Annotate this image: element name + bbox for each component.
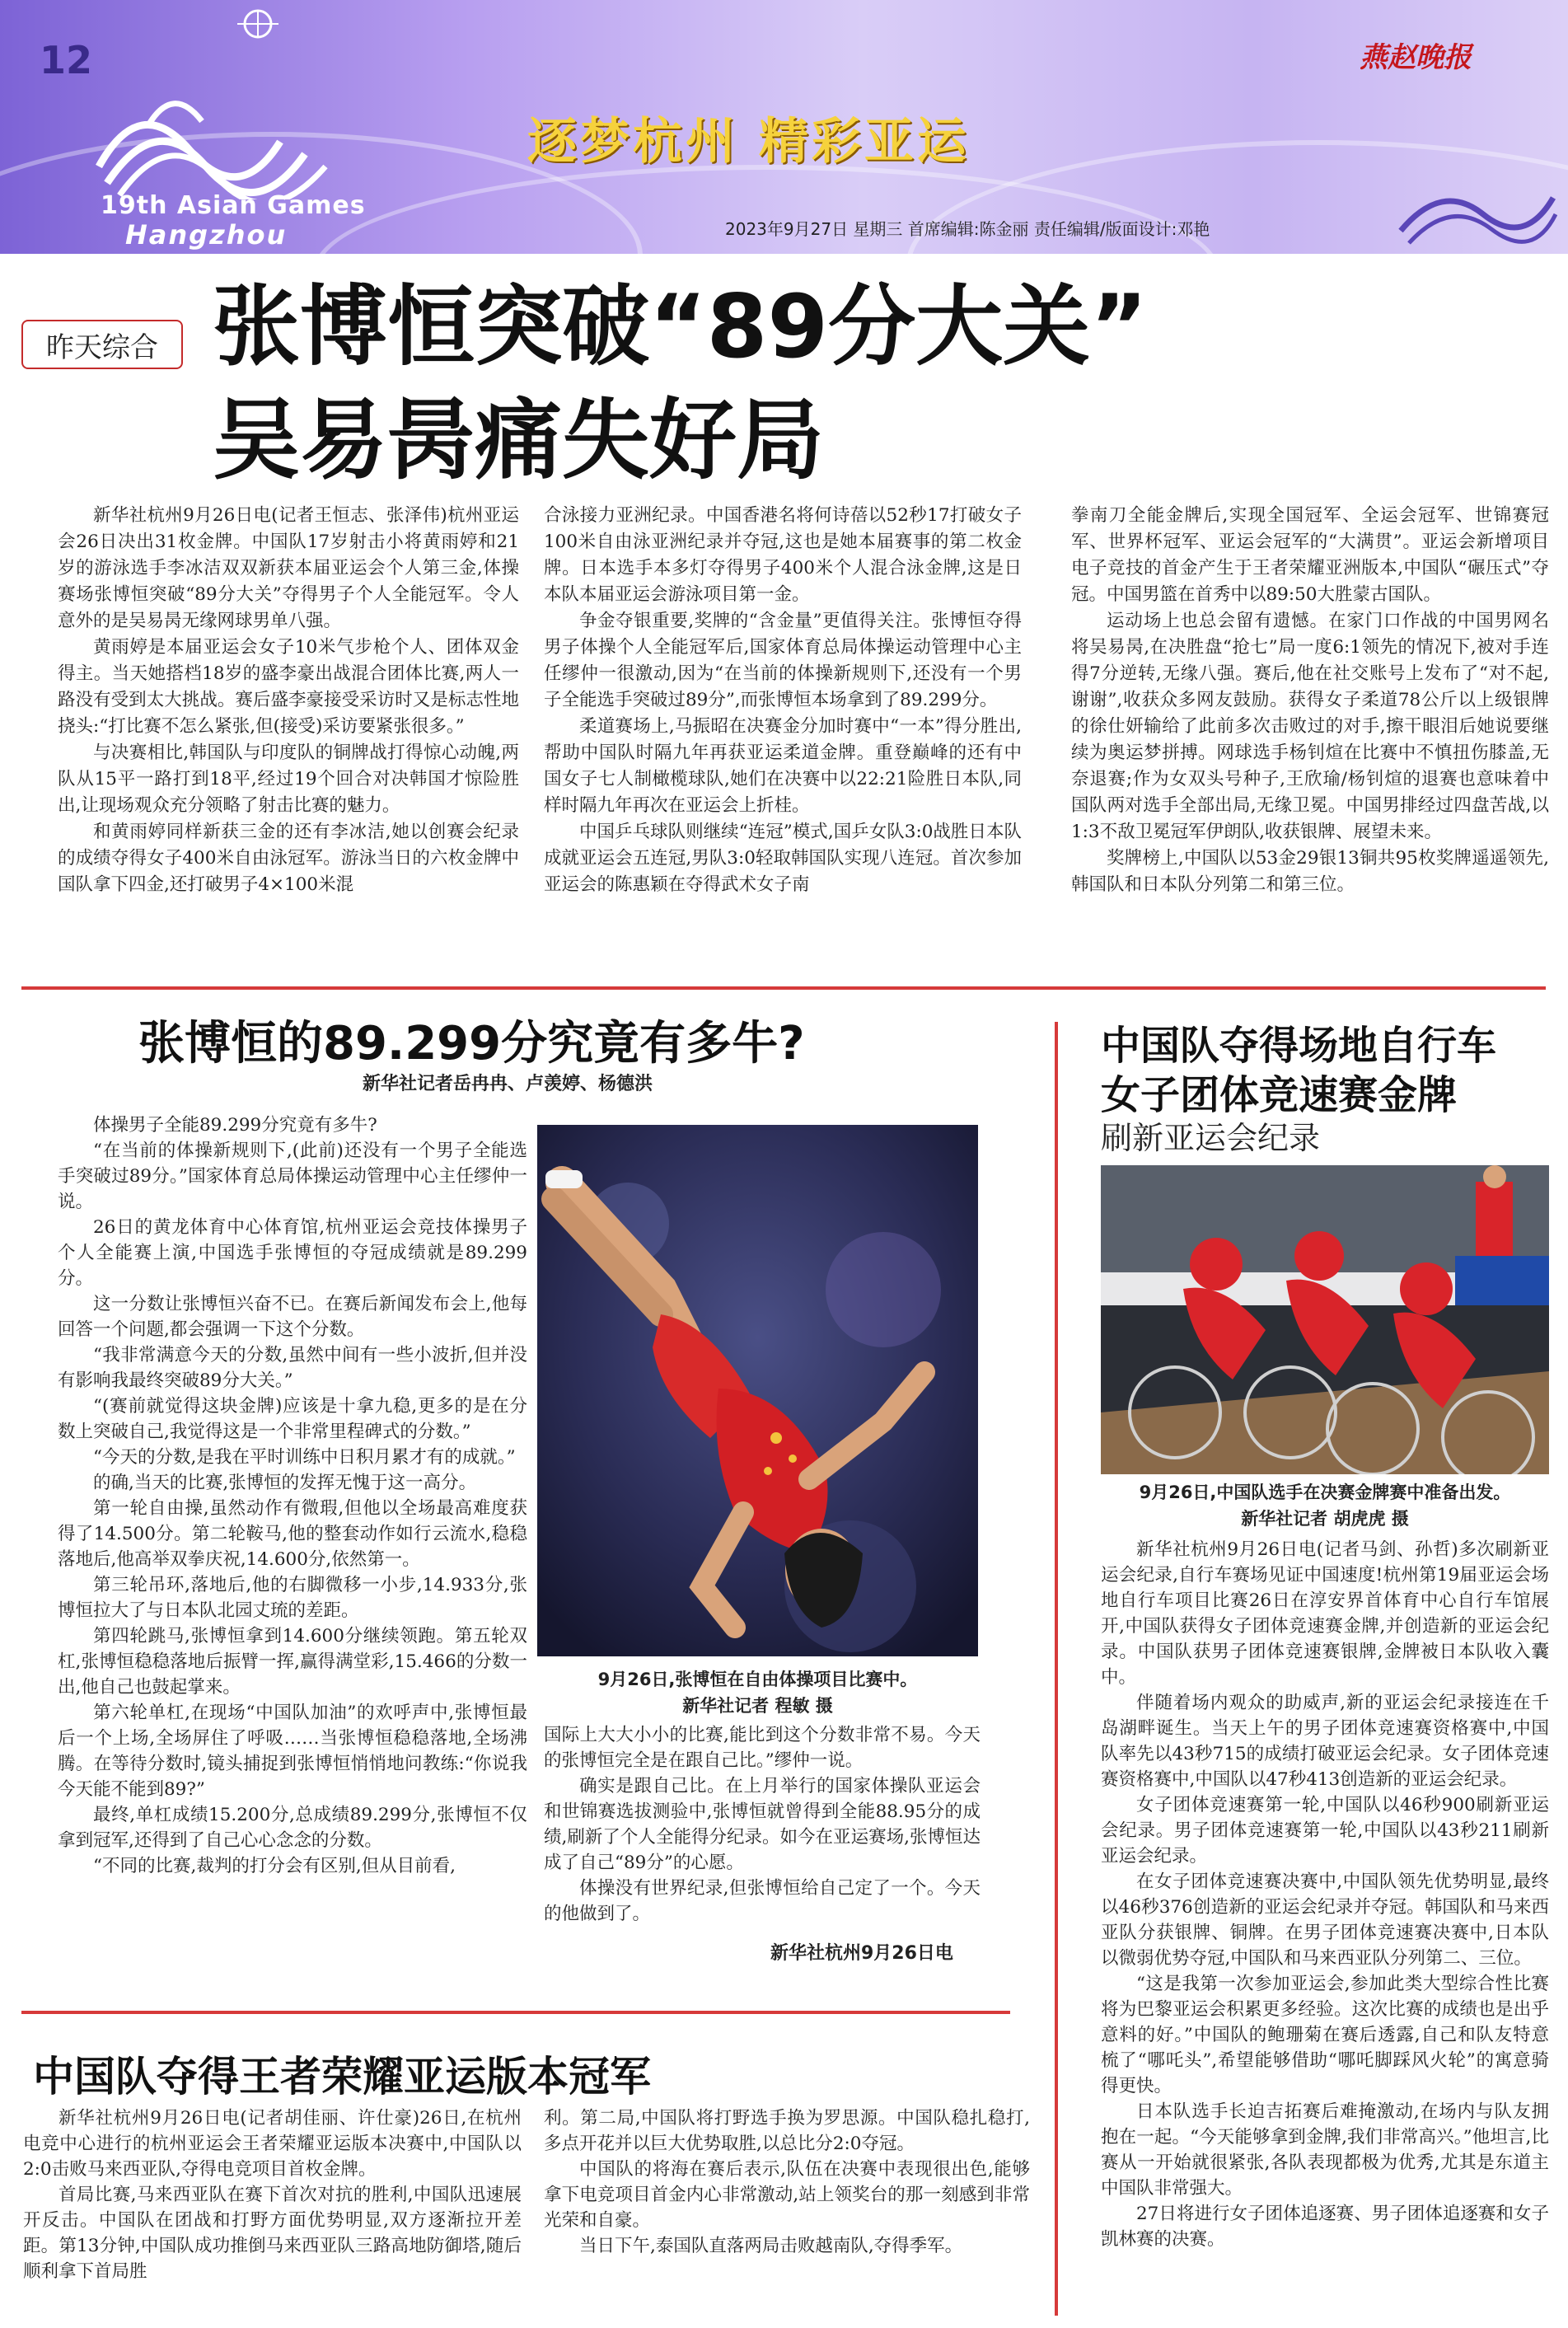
paragraph: 拳南刀全能金牌后,实现全国冠军、全运会冠军、世锦赛冠军、世界杯冠军、亚运会冠军的“大满贯”。亚运会新增项目电子竞技的首金产生于王者荣耀亚洲版本,中国队“碾压式”夺冠。中国男篮在首秀中以89:50大胜蒙古国队。 (1071, 505, 1549, 605)
paragraph: “在当前的体操新规则下,(此前)还没有一个男子全能选手突破过89分。”国家体育总局体操运动管理中心主任缪仲一说。 (58, 1141, 527, 1212)
publication-info: 2023年9月27日 星期三 首席编辑:陈金丽 责任编辑/版面设计:邓艳 (725, 219, 1210, 239)
cycling-title-line1: 中国队夺得场地自行车 (1101, 1023, 1497, 1069)
paragraph: 中国队的将海在赛后表示,队伍在决赛中表现很出色,能够拿下电竞项目首金内心非常激动,站上领奖台的那一刻感到非常光荣和自豪。 (544, 2159, 1030, 2231)
lead-column-1 (58, 503, 519, 898)
cycling-body (1101, 1537, 1549, 2252)
paragraph: 27日将进行女子团体追逐赛、男子团体追逐赛和女子凯林赛的决赛。 (1101, 2204, 1549, 2250)
paragraph: 国际上大大小小的比赛,能比到这个分数非常不易。今天的张博恒完全是在跟自己比。”缪仲一说。 (544, 1725, 981, 1771)
paragraph: 新华社杭州9月26日电(记者王恒志、张泽伟)杭州亚运会26日决出31枚金牌。中国队17岁射击小将黄雨婷和21岁的游泳选手李冰洁双双新获本届亚运会个人第三金,体操赛场张博恒突破“89分大关”夺得男子个人全能冠军。令人意外的是吴易昺无缘网球男单八强。 (58, 505, 519, 631)
caption-line2: 新华社记者 程敏 摄 (682, 1696, 833, 1716)
paragraph: “这是我第一次参加亚运会,参加此类大型综合性比赛将为巴黎亚运会积累更多经验。这次比赛的成绩也是出乎意料的好。”中国队的鲍珊菊在赛后透露,自己和队友特意梳了“哪吒头”,希望能够借助“哪吒脚踩风火轮”的寓意骑得更快。 (1101, 1974, 1549, 2096)
paragraph: 合泳接力亚洲纪录。中国香港名将何诗蓓以52秒17打破女子100米自由泳亚洲纪录并夺冠,这也是她本届赛事的第二枚金牌。日本选手本多灯夺得男子400米个人混合泳金牌,这是日本队本届亚运会游泳项目第一金。 (544, 505, 1022, 605)
cycling-title-line2: 女子团体竞速赛金牌 (1101, 1072, 1458, 1118)
paragraph: “不同的比赛,裁判的打分会有区别,但从目前看, (93, 1856, 456, 1876)
page-number: 12 (40, 38, 93, 82)
paragraph: 确实是跟自己比。在上月举行的国家体操队亚运会和世锦赛选拔测验中,张博恒就曾得到全能88.95分的成绩,刷新了个人全能得分纪录。如今在亚运赛场,张博恒达成了自己“89分”的心愿。 (544, 1776, 981, 1873)
paragraph: “(赛前就觉得这块金牌)应该是十拿九稳,更多的是在分数上突破自己,我觉得这是一个非常里程碑式的分数。” (58, 1396, 527, 1442)
paragraph: 第四轮跳马,张博恒拿到14.600分继续领跑。第五轮双杠,张博恒稳稳落地后振臂一挥,赢得满堂彩,15.466的分数一出,他自己也鼓起掌来。 (58, 1626, 527, 1698)
paragraph: 奖牌榜上,中国队以53金29银13铜共95枚奖牌遥遥领先,韩国队和日本队分列第二和第三位。 (1071, 848, 1549, 895)
paragraph: 新华社杭州9月26日电(记者马剑、孙哲)多次刷新亚运会纪录,自行车赛场见证中国速度!杭州第19届亚运会场地自行车项目比赛26日在淳安界首体育中心自行车馆展开,中国队获得女子团体竞速赛金牌,并创造新的亚运会纪录。中国队获男子团体竞速赛银牌,金牌被日本队收入囊中。 (1101, 1539, 1549, 1688)
paragraph: 伴随着场内观众的助威声,新的亚运会纪录接连在千岛湖畔诞生。当天上午的男子团体竞速赛资格赛中,中国队率先以43秒715的成绩打破亚运会纪录。女子团体竞速赛资格赛中,中国队以47秒413创造新的亚运会纪录。 (1101, 1693, 1549, 1790)
lead-column-3 (1071, 503, 1549, 898)
gym-column-2 (544, 1722, 981, 1927)
paragraph: 26日的黄龙体育中心体育馆,杭州亚运会竞技体操男子个人全能赛上演,中国选手张博恒的夺冠成绩就是89.299分。 (58, 1217, 527, 1289)
paragraph: 中国乒乓球队则继续“连冠”模式,国乒女队3:0战胜日本队成就亚运会五连冠,男队3:0轻取韩国队实现八连冠。首次参加亚运会的陈惠颖在夺得武术女子南 (544, 822, 1022, 895)
lead-headline (213, 270, 1148, 498)
asian-games-emblem-icon (226, 8, 290, 40)
cyclists-illustration (1101, 1165, 1549, 1474)
paragraph: 在女子团体竞速赛决赛中,中国队领先优势明显,最终以46秒376创造新的亚运会纪录并夺冠。韩国队和马来西亚队分获银牌、铜牌。在男子团体竞速赛决赛中,日本队以微弱优势夺冠,中国队和马来西亚队分列第二、三位。 (1101, 1871, 1549, 1969)
esports-title: 中国队夺得王者荣耀亚运版本冠军 (33, 2053, 651, 2101)
gym-column-1 (58, 1112, 527, 1879)
paragraph: 新华社杭州9月26日电(记者胡佳丽、许仕豪)26日,在杭州电竞中心进行的杭州亚运会王者荣耀亚运版本决赛中,中国队以2:0击败马来西亚队,夺得电竞项目首枚金牌。 (23, 2108, 522, 2180)
column-divider (1055, 1022, 1058, 2316)
section-tag: 昨天综合 (21, 320, 183, 369)
paragraph: 体操没有世界纪录,但张博恒给自己定了一个。今天的他做到了。 (544, 1878, 981, 1924)
gymnast-illustration (537, 1125, 978, 1656)
paragraph: “今天的分数,是我在平时训练中日积月累才有的成就。” (93, 1447, 516, 1468)
paragraph: 体操男子全能89.299分究竟有多牛? (93, 1115, 377, 1136)
lead-column-2 (544, 503, 1022, 898)
caption-line1: 9月26日,中国队选手在决赛金牌赛中准备出发。 (1139, 1483, 1511, 1502)
page-banner (0, 0, 1568, 254)
gymnast-photo (537, 1125, 978, 1656)
gym-title: 张博恒的89.299分究竟有多牛? (138, 1017, 805, 1070)
paragraph: 日本队选手长迫吉拓赛后难掩激动,在场内与队友拥抱在一起。“今天能够拿到金牌,我们非常高兴。”他坦言,比赛从一开始就很紧张,各队表现都极为优秀,尤其是东道主中国队非常强大。 (1101, 2101, 1549, 2199)
cycling-photo-caption (1101, 1479, 1549, 1532)
section-divider (21, 2011, 1010, 2014)
paragraph: 的确,当天的比赛,张博恒的发挥无愧于这一高分。 (93, 1473, 477, 1493)
paragraph: 争金夺银重要,奖牌的“含金量”更值得关注。张博恒夺得男子体操个人全能冠军后,国家体育总局体操运动管理中心主任缪仲一很激动,因为“在当前的体操新规则下,还没有一个男子全能选手突破过89分”,而张博恒本场拿到了89.299分。 (544, 611, 1022, 710)
caption-line1: 9月26日,张博恒在自由体操项目比赛中。 (597, 1670, 918, 1689)
paragraph: 这一分数让张博恒兴奋不已。在赛后新闻发布会上,他每回答一个问题,都会强调一下这个分数。 (58, 1294, 527, 1340)
paragraph: 第六轮单杠,在现场“中国队加油”的欢呼声中,张博恒最后一个上场,全场屏住了呼吸……当张博恒稳稳落地,全场沸腾。在等待分数时,镜头捕捉到张博恒悄悄地问教练:“你说我今天能不能到89?” (58, 1703, 527, 1800)
logo-text-line2: Hangzhou (125, 219, 288, 251)
newspaper-masthead: 燕赵晚报 (1360, 41, 1472, 74)
paragraph: 第一轮自由操,虽然动作有微瑕,但他以全场最高难度获得了14.500分。第二轮鞍马,他的整套动作如行云流水,稳稳落地后,他高举双拳庆祝,14.600分,依然第一。 (58, 1498, 527, 1570)
paragraph: 和黄雨婷同样新获三金的还有李冰洁,她以创赛会纪录的成绩夺得女子400米自由泳冠军。游泳当日的六枚金牌中国队拿下四金,还打破男子4×100米混 (58, 822, 519, 895)
banner-slogan: 逐梦杭州 精彩亚运 (527, 113, 970, 171)
paragraph: 利。第二局,中国队将打野选手换为罗思源。中国队稳扎稳打,多点开花并以巨大优势取胜,以总比分2:0夺冠。 (544, 2108, 1030, 2154)
gym-source: 新华社杭州9月26日电 (770, 1943, 953, 1964)
paragraph: 黄雨婷是本届亚运会女子10米气步枪个人、团体双金得主。当天她搭档18岁的盛李豪出战混合团体比赛,两人一路没有受到太大挑战。赛后盛李豪接受采访时又是标志性地挠头:“打比赛不怎么紧张,但(接受)采访要紧张很多。” (58, 637, 519, 737)
mascot-decoration-icon (1392, 165, 1557, 247)
paragraph: 与决赛相比,韩国队与印度队的铜牌战打得惊心动魄,两队从15平一路打到18平,经过19个回合对决韩国才惊险胜出,让现场观众充分领略了射击比赛的魅力。 (58, 742, 519, 816)
paragraph: 柔道赛场上,马振昭在决赛金分加时赛中“一本”得分胜出,帮助中国队时隔九年再获亚运柔道金牌。重登巅峰的还有中国女子七人制橄榄球队,她们在决赛中以22:21险胜日本队,同样时隔九年再次在亚运会上折桂。 (544, 716, 1022, 816)
paragraph: 女子团体竞速赛第一轮,中国队以46秒900刷新亚运会纪录。男子团体竞速赛第一轮,中国队以43秒211刷新亚运会纪录。 (1101, 1795, 1549, 1867)
esports-column-2 (544, 2106, 1030, 2259)
cycling-subtitle: 刷新亚运会纪录 (1101, 1120, 1321, 1156)
gym-photo-caption (537, 1666, 978, 1719)
paragraph: 第三轮吊环,落地后,他的右脚微移一小步,14.933分,张博恒拉大了与日本队北园丈琉的差距。 (58, 1575, 527, 1621)
lead-headline-line1: 张博恒突破“89分大关” (213, 276, 1148, 377)
caption-line2: 新华社记者 胡虎虎 摄 (1241, 1509, 1409, 1529)
paragraph: “我非常满意今天的分数,虽然中间有一些小波折,但并没有影响我最终突破89分大关。” (58, 1345, 527, 1391)
paragraph: 当日下午,泰国队直落两局击败越南队,夺得季军。 (579, 2236, 963, 2256)
cyclists-photo (1101, 1165, 1549, 1474)
lead-headline-line2: 吴易昺痛失好局 (213, 390, 824, 491)
asian-games-logo-icon (91, 76, 338, 199)
esports-column-1 (23, 2106, 522, 2284)
paragraph: 首局比赛,马来西亚队在赛下首次对抗的胜利,中国队迅速展开反击。中国队在团战和打野方面优势明显,双方逐渐拉开差距。第13分钟,中国队成功推倒马来西亚队三路高地防御塔,随后顺利拿下首局胜 (23, 2185, 522, 2282)
section-divider (21, 986, 1546, 990)
paragraph: 最终,单杠成绩15.200分,总成绩89.299分,张博恒不仅拿到冠军,还得到了自己心心念念的分数。 (58, 1805, 527, 1851)
gym-byline: 新华社记者岳冉冉、卢羡婷、杨德洪 (363, 1074, 653, 1094)
paragraph: 运动场上也总会留有遗憾。在家门口作战的中国男网名将吴易昺,在决胜盘“抢七”局一度6:1领先的情况下,被对手连得7分逆转,无缘八强。赛后,他在社交账号上发布了“对不起,谢谢”,收获众多网友鼓励。获得女子柔道78公斤以上级银牌的徐仕妍输给了此前多次击败过的对手,擦干眼泪后她说要继续为奥运梦拼搏。网球选手杨钊煊在比赛中不慎扭伤膝盖,无奈退赛;作为女双头号种子,王欣瑜/杨钊煊的退赛也意味着中国队两对选手全部出局,无缘卫冕。中国男排经过四盘苦战,以1:3不敌卫冕冠军伊朗队,收获银牌、展望未来。 (1071, 611, 1549, 842)
logo-text-line1: 19th Asian Games (101, 191, 366, 220)
